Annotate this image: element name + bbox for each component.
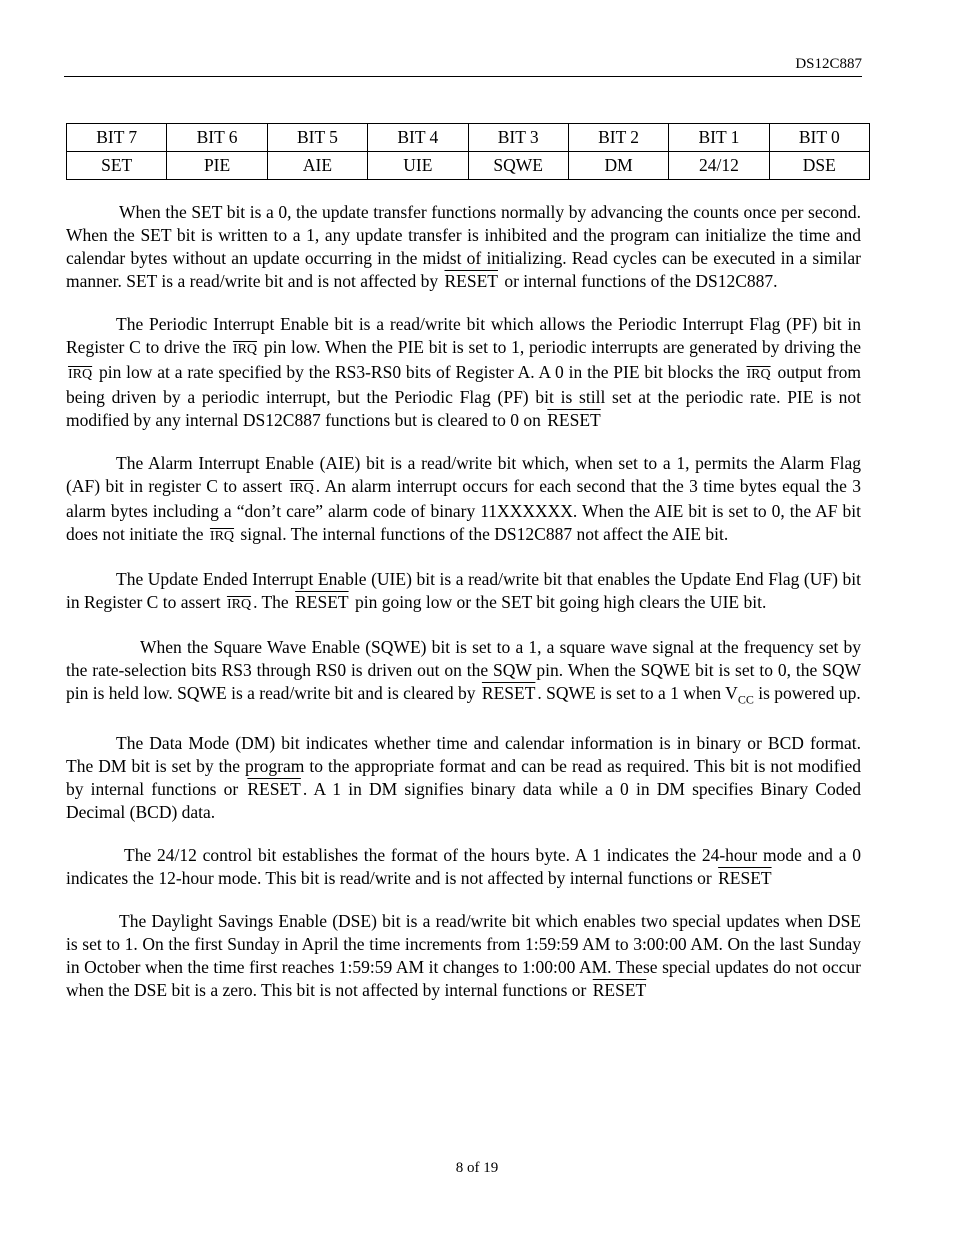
bit-name-cell: UIE [368, 152, 468, 180]
document-id: DS12C887 [795, 56, 862, 72]
bit-header-cell: BIT 1 [669, 124, 769, 152]
uie-bit-paragraph: The Update Ended Interrupt Enable (UIE) bit is a read/write bit that enables the Update End Flag (UF) bit in Register C to assert $\overline{IRQ}$ . The RESET pin going low or the SET bit going high clears the UIE bit. [66, 569, 861, 612]
reset-signal: RESET [718, 867, 772, 888]
aie-bit-paragraph: The Alarm Interrupt Enable (AIE) bit is a read/write bit which, when set to a 1, permits the Alarm Flag (AF) bit in register C to assert $\overline{IRQ}$ . An alarm interrupt occurs for each second that the 3 time bytes equal the 3 alarm bytes including a “don’t care” alarm code of binary 11XXXXXX. When the AIE bit is set to 0, the AF bit does not initiate the $\overline{IRQ}$ signal. The internal functions of the DS12C887 not affect the AIE bit. [66, 453, 862, 544]
pie-bit-paragraph: The Periodic Interrupt Enable bit is a read/write bit which allows the Periodic Interrupt Flag (PF) bit in Register C to drive the $\overline{IRQ}$ pin low. When the PIE bit is set to 1, periodic interrupts are generated by driving the $\overline{IRQ}$ pin low at a rate specified by the RS3-RS0 bits of Register A. A 0 in the PIE bit blocks the $\overline{IRQ}$ output from being driven by a periodic interrupt, but the Periodic Flag (PF) bit is still set at the periodic rate. PIE is not modified by any internal DS12C887 functions but is cleared to 0 on RESET [66, 314, 862, 430]
reset-signal: RESET [481, 683, 536, 703]
header-divider [64, 76, 862, 77]
irq-signal: $\overline{IRQ}$ [68, 367, 93, 382]
bit-header-cell: BIT 0 [769, 124, 869, 152]
irq-signal: $\overline{IRQ}$ [226, 597, 252, 612]
vcc-subscript: CC [737, 692, 754, 707]
bit-name-row [67, 152, 870, 180]
set-bit-paragraph: When the SET bit is a 0, the update transfer functions normally by advancing the counts once per second. When the SET bit is written to a 1, any update transfer is inhibited and the program can initialize the time and calendar bytes without an update occurring in the midst of initializing. Read cycles can be executed in a similar manner. SET is a read/write bit and is not affected by RESET or internal functions of the DS12C887. [66, 202, 861, 291]
reset-signal: RESET [592, 979, 647, 1000]
reset-signal: RESET [247, 778, 301, 799]
irq-signal: $\overline{IRQ}$ [209, 529, 235, 544]
bit-name-cell: SQWE [468, 152, 568, 180]
dm-bit-paragraph: The Data Mode (DM) bit indicates whether time and calendar information is in binary or BCD format. The DM bit is set by the program to the appropriate format and can be read as required. This bit is not modified by internal functions or RESET . A 1 in DM signifies binary data while a 0 in DM specifies Binary Coded Decimal (BCD) data. [66, 732, 862, 822]
bit-header-cell: BIT 4 [368, 124, 468, 152]
sqwe-bit-paragraph: When the Square Wave Enable (SQWE) bit is set to a 1, a square wave signal at the frequency set by the rate-selection bits RS3 through RS0 is driven out on the SQW pin. When the SQWE bit is set to 0, the SQW pin is held low. SQWE is a read/write bit and is cleared by RESET . SQWE is set to a 1 when $V_{CC}$ is powered up. [66, 637, 861, 707]
reset-signal: RESET [295, 592, 349, 612]
bit-header-cell: BIT 7 [67, 124, 167, 152]
bit-name-cell: SET [67, 152, 167, 180]
irq-signal: $\overline{IRQ}$ [232, 342, 258, 357]
reset-signal: RESET [444, 271, 498, 291]
irq-signal: $\overline{IRQ}$ [289, 481, 314, 496]
irq-signal: $\overline{IRQ}$ [746, 367, 771, 382]
register-b-table [66, 123, 870, 180]
24-12-bit-paragraph: The 24/12 control bit establishes the format of the hours byte. A 1 indicates the 24-hour mode and a 0 indicates the 12-hour mode. This bit is read/write and is not affected by internal functions or RESET [66, 844, 861, 888]
reset-signal: RESET [547, 410, 601, 430]
body-text [66, 201, 861, 1022]
bit-name-cell: DSE [769, 152, 869, 180]
bit-header-cell: BIT 6 [167, 124, 267, 152]
bit-name-cell: 24/12 [669, 152, 769, 180]
bit-name-cell: DM [568, 152, 668, 180]
page-number: 8 of 19 [455, 1160, 499, 1176]
dse-bit-paragraph: The Daylight Savings Enable (DSE) bit is a read/write bit which enables two special updates when DSE is set to 1. On the first Sunday in April the time increments from 1:59:59 AM to 3:00:00 AM. On the last Sunday in October when the time first reaches 1:59:59 AM it changes to 1:00:00 AM. These special updates do not occur when the DSE bit is a zero. This bit is not affected by internal functions or RESET [66, 910, 861, 1000]
bit-number-row [67, 124, 870, 152]
bit-header-cell: BIT 2 [568, 124, 668, 152]
bit-name-cell: PIE [167, 152, 267, 180]
bit-header-cell: BIT 3 [468, 124, 568, 152]
bit-name-cell: AIE [267, 152, 367, 180]
bit-header-cell: BIT 5 [267, 124, 367, 152]
